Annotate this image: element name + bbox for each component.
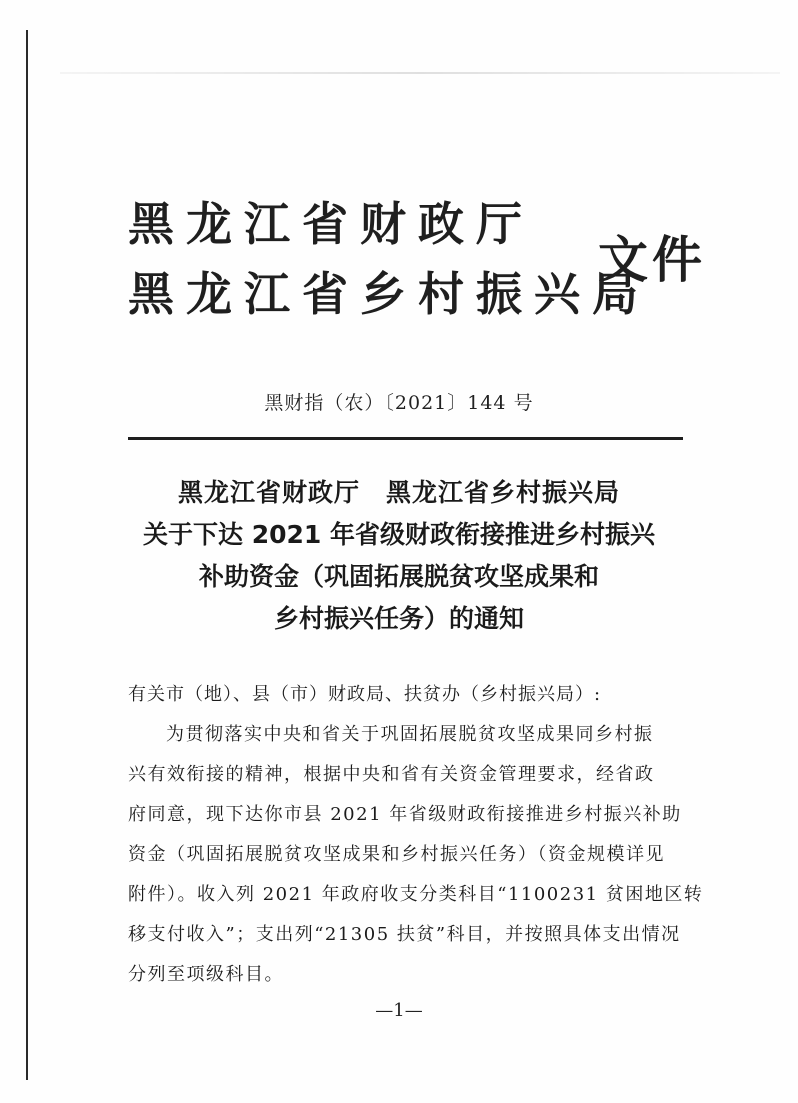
scan-artifact [60,72,780,74]
title-line-1: 黑龙江省财政厅 黑龙江省乡村振兴局 [177,478,620,507]
title-line-2: 关于下达 2021 年省级财政衔接推进乡村振兴 [143,520,655,549]
paragraph-line: 兴有效衔接的精神，根据中央和省有关资金管理要求，经省政 [128,764,655,785]
issuing-agencies-header [128,196,706,336]
document-label: 文件 [598,231,706,289]
paragraph-line: 附件）。收入列 2021 年政府收支分类科目“1100231 贫困地区转 [128,884,704,905]
paragraph-line: 分列至项级科目。 [128,964,284,985]
paragraph-line: 移支付收入”；支出列“21305 扶贫”科目，并按照具体支出情况 [128,924,681,945]
notice-body [128,675,704,995]
paragraph-line: 府同意，现下达你市县 2021 年省级财政衔接推进乡村振兴补助 [128,804,682,825]
paragraph-line: 为贯彻落实中央和省关于巩固拓展脱贫攻坚成果同乡村振 [166,724,654,745]
salutation: 有关市（地）、县（市）财政局、扶贫办（乡村振兴局）: [128,684,602,705]
notice-title [0,472,798,640]
issuer-finance-department: 黑龙江省财政厅 [128,197,534,251]
paragraph-line: 资金（巩固拓展脱贫攻坚成果和乡村振兴任务）（资金规模详见 [128,844,665,865]
title-line-4: 乡村振兴任务）的通知 [273,604,524,633]
issuer-rural-revitalization-bureau: 黑龙江省乡村振兴局 [128,267,650,321]
header-divider [128,437,683,440]
page-number: —1— [375,1000,423,1021]
title-line-3: 补助资金（巩固拓展脱贫攻坚成果和 [198,562,599,591]
document-number: 黑财指（农）〔2021〕144 号 [264,392,534,414]
